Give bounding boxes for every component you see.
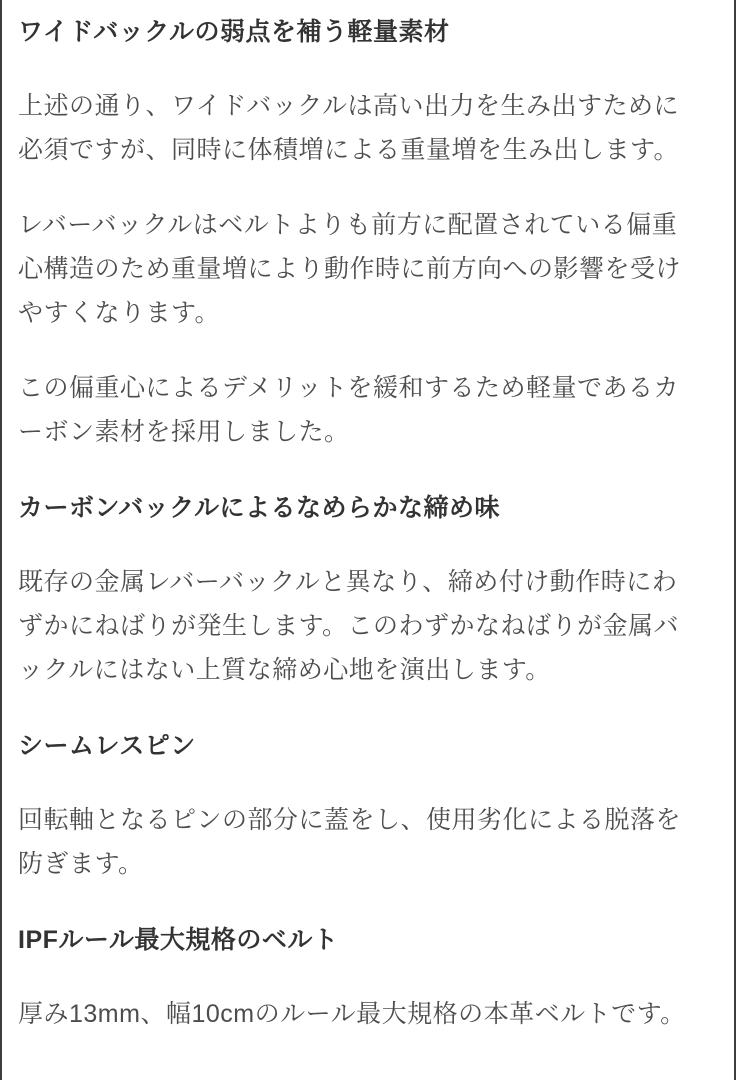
section-heading-lightweight-material: ワイドバックルの弱点を補う軽量素材 [18, 18, 450, 46]
section-heading-smooth-tightening: カーボンバックルによるなめらかな締め味 [18, 494, 501, 522]
paragraph-weight-increase: 上述の通り、ワイドバックルは高い出力を生み出すために必須ですが、同時に体積増による重量増を生み出します。 [18, 92, 680, 164]
section-heading-ipf-max-spec-belt: IPFルール最大規格のベルト [18, 926, 339, 954]
paragraph-lever-buckle-center-of-gravity: レバーバックルはベルトよりも前方に配置されている偏重心構造のため重量増により動作時に前方向への影響を受けやすくなります。 [18, 211, 682, 327]
section-heading-seamless-pin: シームレスピン [18, 732, 196, 760]
paragraph-pin-cover: 回転軸となるピンの部分に蓋をし、使用劣化による脱落を防ぎます。 [18, 806, 682, 878]
left-frame-border [0, 0, 2, 1080]
right-frame-border [734, 0, 736, 1080]
paragraph-belt-dimensions: 厚み13mm、幅10cmのルール最大規格の本革ベルトです。 [18, 1000, 686, 1028]
paragraph-carbon-material-adopted: この偏重心によるデメリットを緩和するため軽量であるカーボン素材を採用しました。 [18, 374, 680, 446]
paragraph-tightening-feel: 既存の金属レバーバックルと異なり、締め付け動作時にわずかにねばりが発生します。このわずかなねばりが金属バックルにはない上質な締め心地を演出します。 [18, 568, 680, 684]
